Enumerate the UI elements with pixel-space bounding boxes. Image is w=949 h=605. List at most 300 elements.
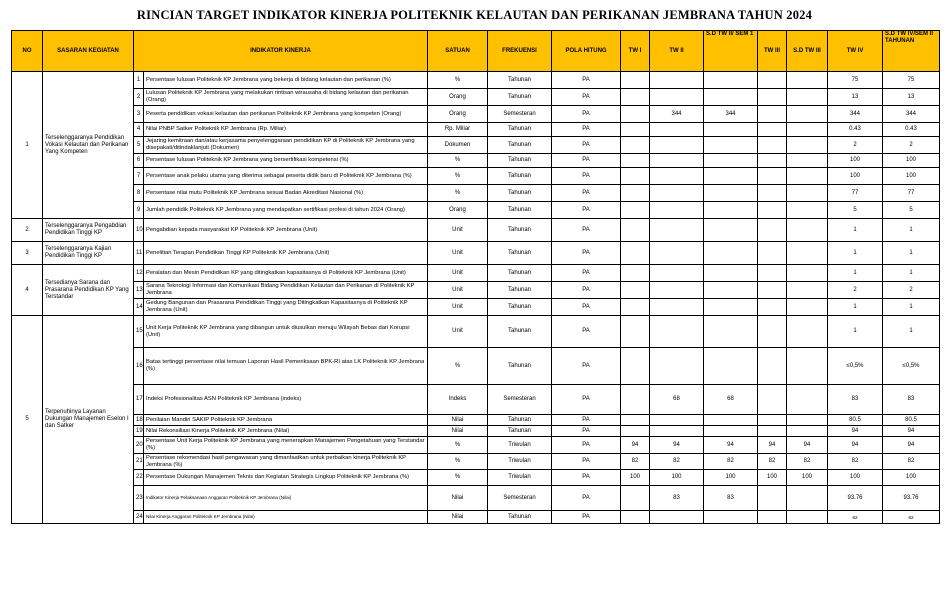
cell-sdtw4: 82: [883, 454, 940, 470]
cell-tw4: 13: [828, 89, 883, 106]
document-title: RINCIAN TARGET INDIKATOR KINERJA POLITEKNIK KELAUTAN DAN PERIKANAN JEMBRANA TAHUN 2024: [136, 8, 813, 22]
cell-tw2: [650, 242, 704, 265]
cell-tw3: [758, 415, 787, 426]
cell-sat: Unit: [428, 242, 488, 265]
cell-tw2: [650, 299, 704, 316]
row-number: 14: [134, 299, 144, 316]
cell-sdtw4: 94: [883, 426, 940, 437]
cell-pola: PA: [552, 511, 621, 524]
cell-tw2: [650, 168, 704, 185]
cell-sdtw4: 1: [883, 219, 940, 242]
cell-tw4: 100: [828, 154, 883, 168]
cell-sdtw2: [704, 123, 758, 137]
cell-frek: Tahunan: [488, 202, 552, 219]
cell-sdtw3: 94: [787, 437, 828, 454]
cell-sdtw2: [704, 72, 758, 89]
cell-tw1: [621, 486, 650, 511]
row-number: 7: [134, 168, 144, 185]
table-row: [12, 72, 940, 89]
cell-sdtw4: 2: [883, 137, 940, 154]
group-no: 5: [12, 316, 43, 524]
cell-pola: PA: [552, 299, 621, 316]
indicator-text: Persentase anak pelaku utama yang diterima sebagai peserta didik baru di Politeknik KP Jembrana (%): [144, 168, 428, 185]
cell-tw4: 5: [828, 202, 883, 219]
cell-sdtw3: [787, 426, 828, 437]
cell-sdtw4: 1: [883, 265, 940, 282]
cell-frek: Tahunan: [488, 168, 552, 185]
cell-sdtw3: [787, 316, 828, 348]
indicator-text: Lulusan Politeknik KP Jembrana yang melakukan rintisan wirausaha di bidang kelautan dan perikanan (Orang): [144, 89, 428, 106]
cell-sdtw2: 83: [704, 486, 758, 511]
cell-sat: %: [428, 348, 488, 385]
table-row: [12, 265, 940, 282]
table-row: [12, 154, 940, 168]
cell-sdtw3: [787, 202, 828, 219]
cell-sdtw3: [787, 299, 828, 316]
cell-sat: Unit: [428, 299, 488, 316]
cell-frek: Tahunan: [488, 299, 552, 316]
cell-sdtw3: [787, 123, 828, 137]
header-tw3: TW III: [758, 31, 787, 72]
group-no: 4: [12, 265, 43, 316]
cell-tw3: 100: [758, 470, 787, 486]
cell-sdtw4: 93.76: [883, 486, 940, 511]
cell-frek: Tahunan: [488, 72, 552, 89]
indicator-text: Jumlah pendidik Politeknik KP Jembrana yang mendapatkan sertifikasi profesi di tahun 2024 (Orang): [144, 202, 428, 219]
cell-sdtw2: [704, 89, 758, 106]
cell-pola: PA: [552, 219, 621, 242]
cell-sat: Unit: [428, 316, 488, 348]
cell-tw1: [621, 282, 650, 299]
cell-tw1: [621, 89, 650, 106]
header-sd-tw3: S.D TW III: [787, 31, 828, 72]
cell-sdtw4: 77: [883, 185, 940, 202]
row-number: 22: [134, 470, 144, 486]
cell-sat: Unit: [428, 219, 488, 242]
cell-tw2: 100: [650, 470, 704, 486]
cell-tw4: 1: [828, 265, 883, 282]
cell-sdtw4: 75: [883, 72, 940, 89]
cell-pola: PA: [552, 168, 621, 185]
cell-pola: PA: [552, 89, 621, 106]
indicator-text: Persentase Unit Kerja Politeknik KP Jembrana yang menerapkan Manajemen Pengetahuan yang Terstandar (%): [144, 437, 428, 454]
header-tw2: TW II: [650, 31, 704, 72]
table-row: [12, 348, 940, 385]
group-sasaran: Terselenggaranya Kajian Pendidikan Tinggi KP: [43, 242, 134, 265]
group-sasaran: Tersedianya Sarana dan Prasarana Pendidikan KP Yang Terstandar: [43, 265, 134, 316]
header-satuan: SATUAN: [428, 31, 488, 72]
cell-sat: %: [428, 454, 488, 470]
cell-tw1: [621, 219, 650, 242]
row-number: 4: [134, 123, 144, 137]
row-number: 11: [134, 242, 144, 265]
cell-tw2: [650, 316, 704, 348]
row-number: 2: [134, 89, 144, 106]
cell-tw2: [650, 511, 704, 524]
table-row: [12, 385, 940, 415]
cell-sat: Unit: [428, 282, 488, 299]
cell-sat: Unit: [428, 265, 488, 282]
cell-sdtw2: [704, 348, 758, 385]
cell-pola: PA: [552, 123, 621, 137]
row-number: 9: [134, 202, 144, 219]
cell-tw1: [621, 154, 650, 168]
cell-tw2: [650, 415, 704, 426]
cell-tw4: 82: [828, 454, 883, 470]
cell-sdtw2: [704, 426, 758, 437]
cell-sat: Nilai: [428, 511, 488, 524]
cell-pola: PA: [552, 316, 621, 348]
cell-frek: Tahunan: [488, 242, 552, 265]
table-row: [12, 106, 940, 123]
header-pola-hitung: POLA HITUNG: [552, 31, 621, 72]
cell-sdtw4: 13: [883, 89, 940, 106]
row-number: 1: [134, 72, 144, 89]
cell-tw1: [621, 415, 650, 426]
table-row: [12, 316, 940, 348]
cell-tw1: [621, 72, 650, 89]
cell-tw2: [650, 282, 704, 299]
indicator-text: Persentase lulusan Politeknik KP Jembrana yang bersertifikasi kompetensi (%): [144, 154, 428, 168]
cell-tw2: 344: [650, 106, 704, 123]
cell-pola: PA: [552, 72, 621, 89]
cell-frek: Tahunan: [488, 219, 552, 242]
cell-sdtw4: 1: [883, 299, 940, 316]
cell-sdtw4: 2: [883, 282, 940, 299]
row-number: 13: [134, 282, 144, 299]
indicator-text: Sarana Teknologi Informasi dan Komunikasi Bidang Pendidikan Kelautan dan Perikanan di Politeknik KP Jembrana: [144, 282, 428, 299]
header-no: NO: [12, 31, 43, 72]
cell-sat: Nilai: [428, 426, 488, 437]
table-row: [12, 242, 940, 265]
table-row: [12, 415, 940, 426]
cell-sdtw4: 100: [883, 168, 940, 185]
cell-pola: PA: [552, 265, 621, 282]
cell-tw1: [621, 265, 650, 282]
cell-tw4: 94: [828, 426, 883, 437]
cell-sat: %: [428, 154, 488, 168]
cell-tw3: [758, 185, 787, 202]
cell-tw1: [621, 137, 650, 154]
table-row: [12, 437, 940, 454]
group-no: 1: [12, 72, 43, 219]
cell-tw1: [621, 511, 650, 524]
cell-sdtw3: [787, 72, 828, 89]
indicator-text: Persentase Dukungan Manajemen Teknis dan Kegiatan Strategis Lingkup Politeknik KP Jembrana (%): [144, 470, 428, 486]
cell-frek: Tahunan: [488, 185, 552, 202]
table-row: [12, 89, 940, 106]
cell-sat: %: [428, 437, 488, 454]
cell-sdtw2: 344: [704, 106, 758, 123]
cell-frek: Triwulan: [488, 454, 552, 470]
header-tw1: TW I: [621, 31, 650, 72]
cell-tw1: [621, 299, 650, 316]
cell-pola: PA: [552, 486, 621, 511]
cell-sdtw2: [704, 316, 758, 348]
header-indikator: INDIKATOR KINERJA: [134, 31, 428, 72]
group-no: 3: [12, 242, 43, 265]
cell-pola: PA: [552, 470, 621, 486]
cell-pola: PA: [552, 348, 621, 385]
cell-sdtw4: 100: [883, 470, 940, 486]
cell-sdtw2: [704, 185, 758, 202]
group-sasaran: Terselenggaranya Pendidikan Vokasi Kelautan dan Perikanan Yang Kompeten: [43, 72, 134, 219]
cell-sat: %: [428, 470, 488, 486]
cell-sat: Nilai: [428, 486, 488, 511]
cell-frek: Tahunan: [488, 426, 552, 437]
cell-sdtw2: 68: [704, 385, 758, 415]
cell-tw3: [758, 137, 787, 154]
cell-tw2: [650, 202, 704, 219]
cell-tw3: [758, 385, 787, 415]
cell-sdtw3: [787, 385, 828, 415]
cell-tw4: 100: [828, 470, 883, 486]
cell-tw1: [621, 348, 650, 385]
cell-pola: PA: [552, 185, 621, 202]
table-row: [12, 299, 940, 316]
cell-tw1: [621, 123, 650, 137]
table-row: [12, 454, 940, 470]
cell-sdtw3: 100: [787, 470, 828, 486]
cell-tw3: [758, 426, 787, 437]
cell-pola: PA: [552, 106, 621, 123]
cell-sdtw4: 80.5: [883, 415, 940, 426]
cell-sat: %: [428, 168, 488, 185]
cell-sdtw3: [787, 185, 828, 202]
cell-tw4: 75: [828, 72, 883, 89]
cell-tw2: 94: [650, 437, 704, 454]
table-row: [12, 282, 940, 299]
row-number: 20: [134, 437, 144, 454]
cell-tw1: [621, 106, 650, 123]
cell-frek: Triwulan: [488, 437, 552, 454]
cell-sdtw3: [787, 242, 828, 265]
cell-tw4: 1: [828, 299, 883, 316]
cell-sdtw2: [704, 219, 758, 242]
cell-sdtw4: 1: [883, 242, 940, 265]
cell-pola: PA: [552, 415, 621, 426]
cell-tw4: 344: [828, 106, 883, 123]
cell-pola: PA: [552, 282, 621, 299]
indicator-text: Batas tertinggi persentase nilai temuan Laporan Hasil Pemeriksaan BPK-RI atas LK Politeknik KP Jembrana (%): [144, 348, 428, 385]
group-no: 2: [12, 219, 43, 242]
cell-sdtw2: 82: [704, 454, 758, 470]
header-tw4: TW IV: [828, 31, 883, 72]
cell-sdtw2: [704, 154, 758, 168]
cell-frek: Tahunan: [488, 511, 552, 524]
cell-frek: Semesteran: [488, 106, 552, 123]
cell-tw3: [758, 282, 787, 299]
table-row: [12, 202, 940, 219]
cell-tw3: [758, 168, 787, 185]
table-row: [12, 511, 940, 524]
cell-tw1: 94: [621, 437, 650, 454]
cell-sdtw4: 0.43: [883, 123, 940, 137]
cell-sdtw2: [704, 299, 758, 316]
cell-tw2: [650, 72, 704, 89]
cell-tw3: [758, 299, 787, 316]
row-number: 6: [134, 154, 144, 168]
cell-sdtw4: 83: [883, 385, 940, 415]
table-row: [12, 168, 940, 185]
indicator-text: Indikator Kinerja Pelaksanaan Anggaran Politeknik KP Jembrana (Nilai): [144, 486, 428, 511]
cell-sdtw2: [704, 242, 758, 265]
cell-sat: %: [428, 185, 488, 202]
cell-frek: Triwulan: [488, 470, 552, 486]
cell-tw2: [650, 123, 704, 137]
indicator-text: Peralatan dan Mesin Pendidikan KP yang ditingkatkan kapasitasnya di Politeknik KP Jembrana (Unit): [144, 265, 428, 282]
cell-tw2: [650, 154, 704, 168]
group-sasaran: Terselenggaranya Pengabdian Pendidikan Tinggi KP: [43, 219, 134, 242]
table-row: [12, 123, 940, 137]
group-sasaran: Terpenuhinya Layanan Dukungan Manajemen Eselon I dan Satker: [43, 316, 134, 524]
cell-tw4: 0.43: [828, 123, 883, 137]
table-row: [12, 470, 940, 486]
cell-tw2: [650, 185, 704, 202]
cell-tw3: [758, 348, 787, 385]
header-frekuensi: FREKUENSI: [488, 31, 552, 72]
cell-frek: Tahunan: [488, 348, 552, 385]
cell-tw3: [758, 72, 787, 89]
cell-frek: Semesteran: [488, 486, 552, 511]
cell-tw2: 82: [650, 454, 704, 470]
indicator-text: Penelitian Terapan Pendidikan Tinggi KP Politeknik KP Jembrana (Unit): [144, 242, 428, 265]
row-number: 5: [134, 137, 144, 154]
row-number: 23: [134, 486, 144, 511]
cell-tw1: 100: [621, 470, 650, 486]
table-row: [12, 426, 940, 437]
cell-sat: %: [428, 72, 488, 89]
row-number: 10: [134, 219, 144, 242]
cell-tw4: 80.5: [828, 415, 883, 426]
cell-frek: Tahunan: [488, 282, 552, 299]
cell-sdtw3: [787, 282, 828, 299]
cell-tw3: [758, 265, 787, 282]
indicator-text: Peserta pendidikan vokasi kelautan dan perikanan Politeknik KP Jembrana yang kompeten (Orang): [144, 106, 428, 123]
cell-tw1: [621, 316, 650, 348]
table-row: [12, 219, 940, 242]
cell-tw4: 82: [828, 511, 883, 524]
cell-tw2: [650, 348, 704, 385]
cell-tw3: [758, 486, 787, 511]
cell-sdtw3: [787, 154, 828, 168]
cell-sdtw2: [704, 137, 758, 154]
row-number: 19: [134, 426, 144, 437]
indicator-text: Persentase rekomendasi hasil pengawasan yang dimanfaatkan untuk perbaikan kinerja Politeknik KP Jembrana (%): [144, 454, 428, 470]
cell-tw2: 83: [650, 486, 704, 511]
cell-pola: PA: [552, 437, 621, 454]
row-number: 8: [134, 185, 144, 202]
indicator-text: Jejaring kemitraan dan/atau kerjasama penyelenggaraan pendidikan KP di Politeknik KP Jembrana yang disepakati/ditindaklanjuti (Dokumen): [144, 137, 428, 154]
indicator-text: Nilai Rekonsiliasi Kinerja Politeknik KP Jembrana (Nilai): [144, 426, 428, 437]
cell-sdtw4: 344: [883, 106, 940, 123]
header-row: [12, 31, 940, 72]
row-number: 18: [134, 415, 144, 426]
cell-tw3: [758, 106, 787, 123]
cell-frek: Tahunan: [488, 137, 552, 154]
cell-frek: Tahunan: [488, 265, 552, 282]
cell-tw3: 94: [758, 437, 787, 454]
indicator-text: Persentase lulusan Politeknik KP Jembrana yang bekerja di bidang kelautan dan perikanan (%): [144, 72, 428, 89]
cell-pola: PA: [552, 426, 621, 437]
cell-sdtw3: [787, 511, 828, 524]
cell-sdtw3: [787, 89, 828, 106]
cell-sdtw3: [787, 486, 828, 511]
cell-tw3: [758, 511, 787, 524]
row-number: 17: [134, 385, 144, 415]
row-number: 15: [134, 316, 144, 348]
cell-sdtw3: [787, 106, 828, 123]
cell-tw1: [621, 385, 650, 415]
indicator-text: Unit Kerja Politeknik KP Jembrana yang dibangun untuk diusulkan menuju Wilayah Bebas dari Korupsi (Unit): [144, 316, 428, 348]
cell-tw2: [650, 426, 704, 437]
cell-sat: Orang: [428, 106, 488, 123]
cell-tw3: [758, 123, 787, 137]
cell-sat: Rp. Miliar: [428, 123, 488, 137]
cell-pola: PA: [552, 202, 621, 219]
cell-pola: PA: [552, 454, 621, 470]
cell-sdtw3: [787, 168, 828, 185]
cell-sdtw2: 94: [704, 437, 758, 454]
cell-tw4: 94: [828, 437, 883, 454]
cell-tw4: 2: [828, 282, 883, 299]
row-number: 12: [134, 265, 144, 282]
cell-sdtw2: [704, 202, 758, 219]
cell-tw4: 77: [828, 185, 883, 202]
row-number: 3: [134, 106, 144, 123]
cell-sdtw4: 5: [883, 202, 940, 219]
table-row: [12, 185, 940, 202]
indicator-text: Nilai Kinerja Anggaran Politeknik KP Jembrana (Nilai): [144, 511, 428, 524]
cell-sdtw3: [787, 137, 828, 154]
indicator-text: Gedung Bangunan dan Prasarana Pendidikan Tinggi yang Ditingkatkan Kapasitasnya di Politeknik KP Jembrana (Unit): [144, 299, 428, 316]
cell-tw3: [758, 316, 787, 348]
cell-sdtw2: [704, 168, 758, 185]
header-sasaran: SASARAN KEGIATAN: [43, 31, 134, 72]
cell-tw4: 1: [828, 316, 883, 348]
cell-tw2: [650, 265, 704, 282]
cell-pola: PA: [552, 154, 621, 168]
cell-frek: Tahunan: [488, 123, 552, 137]
cell-tw2: [650, 219, 704, 242]
cell-frek: Tahunan: [488, 316, 552, 348]
cell-frek: Tahunan: [488, 89, 552, 106]
cell-pola: PA: [552, 242, 621, 265]
cell-sdtw3: [787, 348, 828, 385]
table-row: [12, 486, 940, 511]
cell-tw4: 93.76: [828, 486, 883, 511]
cell-frek: Tahunan: [488, 154, 552, 168]
row-number: 21: [134, 454, 144, 470]
cell-tw1: [621, 185, 650, 202]
cell-sdtw2: 100: [704, 470, 758, 486]
indicator-text: Nilai PNBP Satker Politeknik KP Jembrana (Rp. Miliar): [144, 123, 428, 137]
cell-sat: Orang: [428, 89, 488, 106]
indicator-text: Pengabdian kepada masyarakat KP Politeknik KP Jembrana (Unit): [144, 219, 428, 242]
cell-tw3: [758, 242, 787, 265]
cell-pola: PA: [552, 137, 621, 154]
cell-tw4: ≤0,5%: [828, 348, 883, 385]
cell-sat: Orang: [428, 202, 488, 219]
indicator-table: [11, 30, 940, 524]
cell-tw4: 2: [828, 137, 883, 154]
cell-tw2: 68: [650, 385, 704, 415]
cell-tw3: [758, 219, 787, 242]
cell-sdtw3: [787, 219, 828, 242]
cell-tw2: [650, 89, 704, 106]
table-row: [12, 137, 940, 154]
cell-sdtw4: 94: [883, 437, 940, 454]
